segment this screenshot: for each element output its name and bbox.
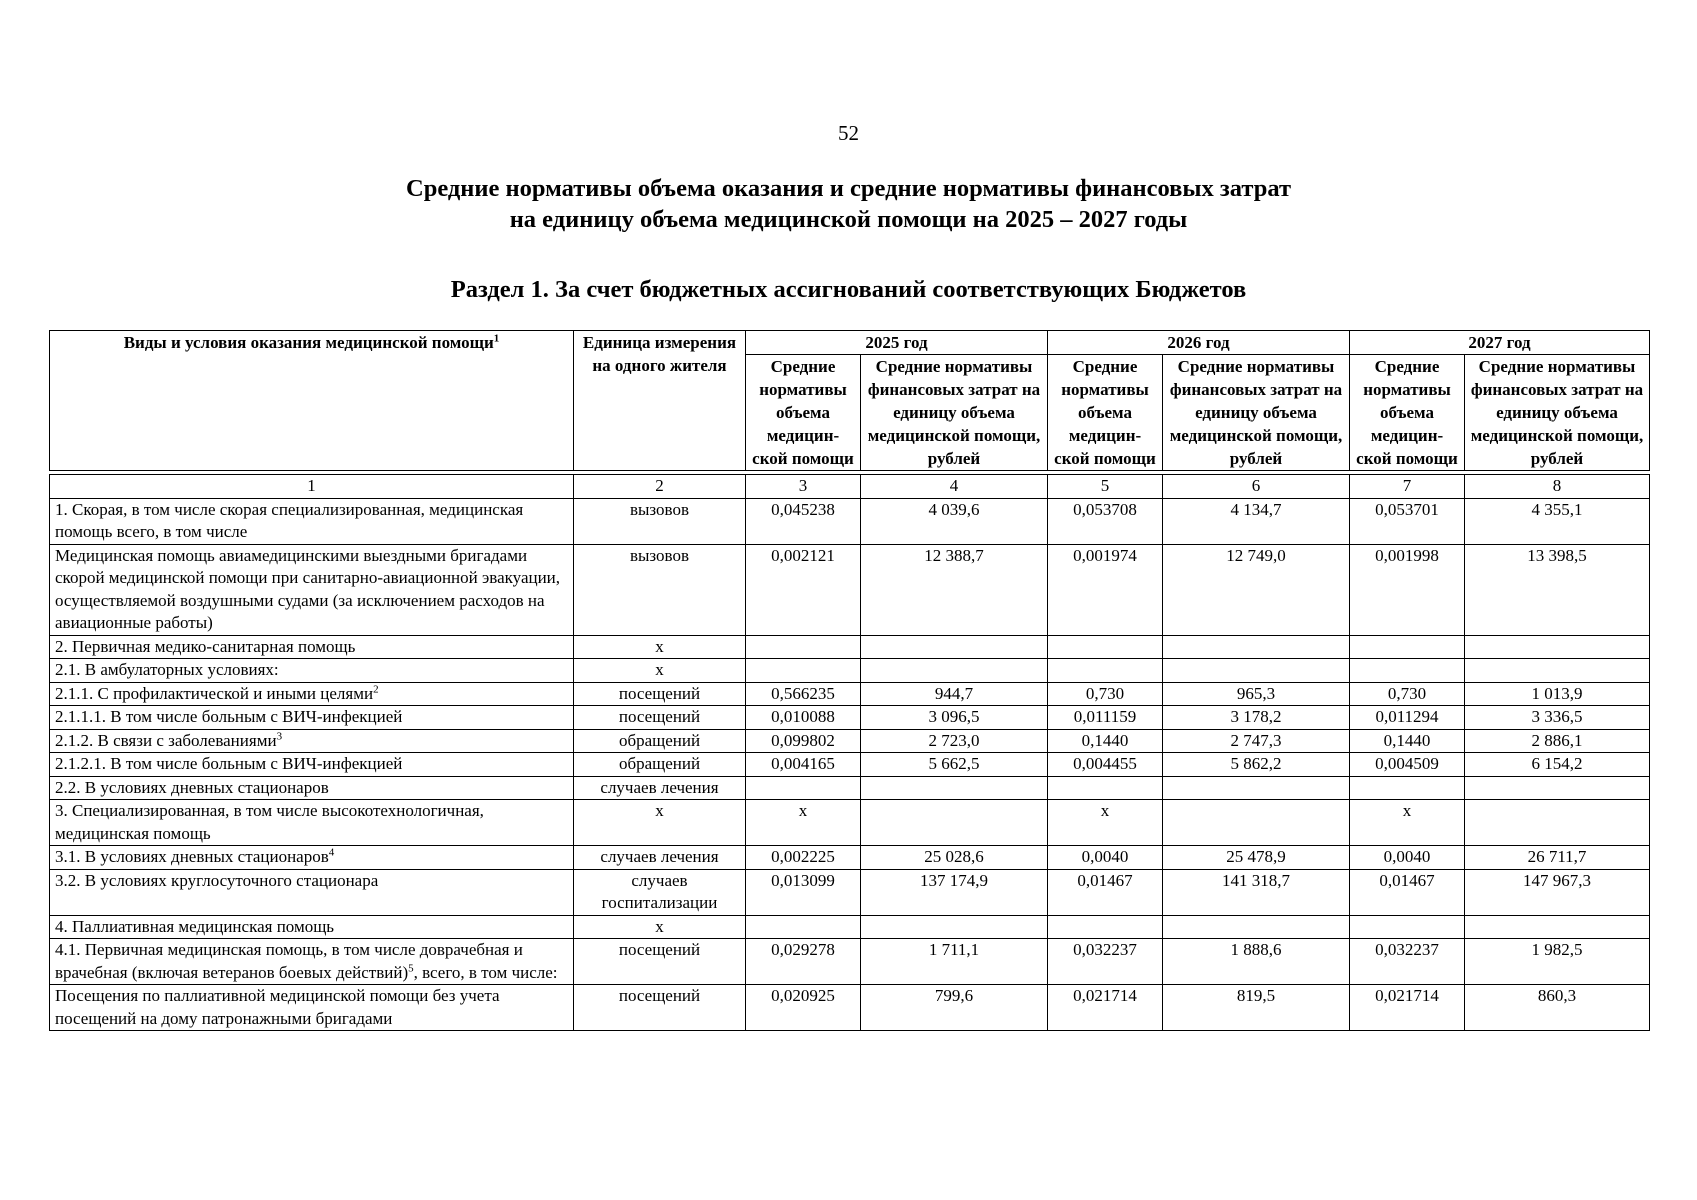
cell-volume-2025: 0,004165 (746, 753, 861, 777)
cell-volume-2026: 0,011159 (1048, 706, 1163, 730)
table-row (50, 985, 1650, 1031)
cell-volume-2027: 0,021714 (1350, 985, 1465, 1031)
cell-cost-2026 (1163, 915, 1350, 939)
cell-volume-2026: 0,004455 (1048, 753, 1163, 777)
footnote-mark: 3 (276, 729, 283, 742)
cell-cost-2025: 799,6 (861, 985, 1048, 1031)
table-row (50, 846, 1650, 870)
cell-cost-2027 (1465, 635, 1650, 659)
cell-volume-2027 (1350, 915, 1465, 939)
cell-unit: х (574, 915, 746, 939)
header-year-2027: 2027 год (1350, 331, 1650, 355)
cell-unit: случаев лечения (574, 846, 746, 870)
cell-cost-2027: 3 336,5 (1465, 706, 1650, 730)
cell-cost-2025 (861, 659, 1048, 683)
cell-care-kind: Медицинская помощь авиамедицинскими выездными бригадами скорой медицинской помощи при санитарно-авиационной эвакуации, осуществляемой воздушными судами (за исключением расходов на авиационные работы) (50, 544, 574, 635)
cell-care-kind: 1. Скорая, в том числе скорая специализированная, медицинская помощь всего, в том числе (50, 498, 574, 544)
cell-volume-2027: 0,032237 (1350, 939, 1465, 985)
cell-cost-2026 (1163, 659, 1350, 683)
cell-care-kind: 2.1.2.1. В том числе больным с ВИЧ-инфекцией (50, 753, 574, 777)
footnote-mark: 2 (373, 682, 379, 695)
column-numbers-row (50, 475, 1650, 499)
header-volume-2027: Средние нормативы объема медицин-ской помощи (1350, 355, 1465, 471)
table-row (50, 635, 1650, 659)
cell-care-kind: 2.1.1. С профилактической и иными целями$^2$ (50, 682, 574, 706)
cell-cost-2025 (861, 635, 1048, 659)
cell-cost-2025: 1 711,1 (861, 939, 1048, 985)
cell-cost-2026: 819,5 (1163, 985, 1350, 1031)
page-number: 52 (838, 121, 859, 145)
cell-volume-2025: 0,029278 (746, 939, 861, 985)
cell-volume-2025 (746, 635, 861, 659)
cell-care-kind: Посещения по паллиативной медицинской помощи без учета посещений на дому патронажными бригадами (50, 985, 574, 1031)
cell-unit: х (574, 800, 746, 846)
table-row (50, 800, 1650, 846)
cell-cost-2027: 1 013,9 (1465, 682, 1650, 706)
cell-cost-2026: 965,3 (1163, 682, 1350, 706)
cell-cost-2026: 5 862,2 (1163, 753, 1350, 777)
header-volume-2025: Средние нормативы объема медицин-ской помощи (746, 355, 861, 471)
cell-cost-2025: 12 388,7 (861, 544, 1048, 635)
cell-cost-2027: 147 967,3 (1465, 869, 1650, 915)
cell-volume-2027: 0,001998 (1350, 544, 1465, 635)
cell-volume-2026 (1048, 635, 1163, 659)
table-row (50, 753, 1650, 777)
cell-unit: случаев лечения (574, 776, 746, 800)
cell-unit: случаев госпитализации (574, 869, 746, 915)
column-number: 1 (50, 475, 574, 499)
cell-care-kind: 3. Специализированная, в том числе высокотехнологичная, медицинская помощь (50, 800, 574, 846)
cell-cost-2025: 4 039,6 (861, 498, 1048, 544)
cell-volume-2025: 0,002121 (746, 544, 861, 635)
cell-volume-2027 (1350, 659, 1465, 683)
cell-volume-2025: 0,020925 (746, 985, 861, 1031)
table-row (50, 939, 1650, 985)
cell-volume-2027 (1350, 635, 1465, 659)
cell-cost-2025 (861, 915, 1048, 939)
cell-cost-2026 (1163, 776, 1350, 800)
cell-volume-2027: 0,0040 (1350, 846, 1465, 870)
footnote-mark: 5 (408, 961, 414, 974)
cell-cost-2026: 3 178,2 (1163, 706, 1350, 730)
cell-cost-2025: 2 723,0 (861, 729, 1048, 753)
cell-cost-2025: 137 174,9 (861, 869, 1048, 915)
cell-volume-2027: 0,053701 (1350, 498, 1465, 544)
cell-cost-2025: 5 662,5 (861, 753, 1048, 777)
cell-volume-2027: 0,1440 (1350, 729, 1465, 753)
cell-care-kind: 4. Паллиативная медицинская помощь (50, 915, 574, 939)
cell-cost-2027: 4 355,1 (1465, 498, 1650, 544)
document-title-line-2: на единицу объема медицинской помощи на 2025 – 2027 годы (509, 206, 1188, 233)
table-row (50, 706, 1650, 730)
cell-care-kind: 2.2. В условиях дневных стационаров (50, 776, 574, 800)
cell-cost-2026 (1163, 635, 1350, 659)
cell-volume-2025 (746, 915, 861, 939)
cell-cost-2027 (1465, 776, 1650, 800)
cell-cost-2025: 25 028,6 (861, 846, 1048, 870)
cell-volume-2027: х (1350, 800, 1465, 846)
cell-volume-2025: 0,566235 (746, 682, 861, 706)
cell-cost-2027 (1465, 800, 1650, 846)
column-number: 7 (1350, 475, 1465, 499)
cell-volume-2025: 0,010088 (746, 706, 861, 730)
footnote-mark: 4 (328, 846, 335, 859)
cell-cost-2027: 6 154,2 (1465, 753, 1650, 777)
cell-volume-2025 (746, 776, 861, 800)
cell-volume-2027: 0,01467 (1350, 869, 1465, 915)
cell-volume-2025: 0,099802 (746, 729, 861, 753)
cell-volume-2027: 0,730 (1350, 682, 1465, 706)
cell-cost-2026: 2 747,3 (1163, 729, 1350, 753)
cell-unit: вызовов (574, 498, 746, 544)
cell-care-kind: 2.1. В амбулаторных условиях: (50, 659, 574, 683)
cell-care-kind: 2.1.1.1. В том числе больным с ВИЧ-инфекцией (50, 706, 574, 730)
cell-cost-2025: 944,7 (861, 682, 1048, 706)
document-title-line-1: Средние нормативы объема оказания и средние нормативы финансовых затрат (406, 175, 1291, 202)
cell-volume-2026: 0,1440 (1048, 729, 1163, 753)
norms-table (49, 330, 1650, 1031)
column-number: 5 (1048, 475, 1163, 499)
column-number: 6 (1163, 475, 1350, 499)
cell-unit: посещений (574, 682, 746, 706)
cell-cost-2026: 25 478,9 (1163, 846, 1350, 870)
cell-cost-2027 (1465, 915, 1650, 939)
header-cost-2026: Средние нормативы финансовых затрат на единицу объема медицинской помощи, рублей (1163, 355, 1350, 471)
cell-care-kind: 2.1.2. В связи с заболеваниями$^3$ (50, 729, 574, 753)
cell-cost-2026: 4 134,7 (1163, 498, 1350, 544)
header-cost-2027: Средние нормативы финансовых затрат на единицу объема медицинской помощи, рублей (1465, 355, 1650, 471)
cell-cost-2027: 13 398,5 (1465, 544, 1650, 635)
cell-volume-2026: 0,730 (1048, 682, 1163, 706)
cell-cost-2026: 12 749,0 (1163, 544, 1350, 635)
header-volume-2026: Средние нормативы объема медицин-ской помощи (1048, 355, 1163, 471)
cell-care-kind: 3.2. В условиях круглосуточного стационара (50, 869, 574, 915)
table-row (50, 915, 1650, 939)
cell-volume-2026: 0,01467 (1048, 869, 1163, 915)
cell-cost-2027: 1 982,5 (1465, 939, 1650, 985)
cell-cost-2026 (1163, 800, 1350, 846)
cell-volume-2025: 0,002225 (746, 846, 861, 870)
header-year-2026: 2026 год (1048, 331, 1350, 355)
cell-volume-2026 (1048, 659, 1163, 683)
header-kind-of-care: Виды и условия оказания медицинской помощи$^1$ (50, 331, 574, 471)
table-row (50, 498, 1650, 544)
cell-cost-2026: 1 888,6 (1163, 939, 1350, 985)
column-number: 2 (574, 475, 746, 499)
table-row (50, 729, 1650, 753)
cell-volume-2027 (1350, 776, 1465, 800)
header-year-2025: 2025 год (746, 331, 1048, 355)
cell-cost-2026: 141 318,7 (1163, 869, 1350, 915)
cell-cost-2027: 860,3 (1465, 985, 1650, 1031)
table-row (50, 544, 1650, 635)
cell-unit: посещений (574, 706, 746, 730)
column-number: 8 (1465, 475, 1650, 499)
table-row (50, 869, 1650, 915)
section-title: Раздел 1. За счет бюджетных ассигнований соответствующих Бюджетов (450, 276, 1247, 303)
cell-unit: посещений (574, 985, 746, 1031)
cell-volume-2026: 0,021714 (1048, 985, 1163, 1031)
cell-volume-2026: 0,032237 (1048, 939, 1163, 985)
document-title (0, 173, 1697, 235)
cell-volume-2026 (1048, 776, 1163, 800)
footnote-mark: 1 (493, 332, 500, 345)
cell-volume-2025: 0,045238 (746, 498, 861, 544)
cell-unit: х (574, 635, 746, 659)
cell-cost-2027: 2 886,1 (1465, 729, 1650, 753)
cell-care-kind: 3.1. В условиях дневных стационаров$^4$ (50, 846, 574, 870)
table-header (50, 331, 1650, 499)
cell-care-kind: 2. Первичная медико-санитарная помощь (50, 635, 574, 659)
cell-unit: х (574, 659, 746, 683)
cell-volume-2026 (1048, 915, 1163, 939)
cell-unit: вызовов (574, 544, 746, 635)
header-unit: Единица измерения на одного жителя (574, 331, 746, 471)
cell-cost-2025 (861, 800, 1048, 846)
cell-volume-2025: х (746, 800, 861, 846)
cell-volume-2025: 0,013099 (746, 869, 861, 915)
table-row (50, 682, 1650, 706)
table-row (50, 776, 1650, 800)
cell-cost-2025 (861, 776, 1048, 800)
cell-unit: посещений (574, 939, 746, 985)
cell-cost-2027 (1465, 659, 1650, 683)
header-cost-2025: Средние нормативы финансовых затрат на единицу объема медицинской помощи, рублей (861, 355, 1048, 471)
cell-volume-2027: 0,004509 (1350, 753, 1465, 777)
cell-cost-2027: 26 711,7 (1465, 846, 1650, 870)
cell-cost-2025: 3 096,5 (861, 706, 1048, 730)
table-row (50, 659, 1650, 683)
column-number: 4 (861, 475, 1048, 499)
cell-volume-2026: 0,0040 (1048, 846, 1163, 870)
cell-care-kind: 4.1. Первичная медицинская помощь, в том числе доврачебная и врачебная (включая ветеранов боевых действий)$^5$, всего, в том числе: (50, 939, 574, 985)
cell-volume-2026: х (1048, 800, 1163, 846)
cell-volume-2025 (746, 659, 861, 683)
cell-volume-2027: 0,011294 (1350, 706, 1465, 730)
cell-unit: обращений (574, 729, 746, 753)
cell-volume-2026: 0,053708 (1048, 498, 1163, 544)
table-body (50, 498, 1650, 1031)
cell-unit: обращений (574, 753, 746, 777)
cell-volume-2026: 0,001974 (1048, 544, 1163, 635)
column-number: 3 (746, 475, 861, 499)
